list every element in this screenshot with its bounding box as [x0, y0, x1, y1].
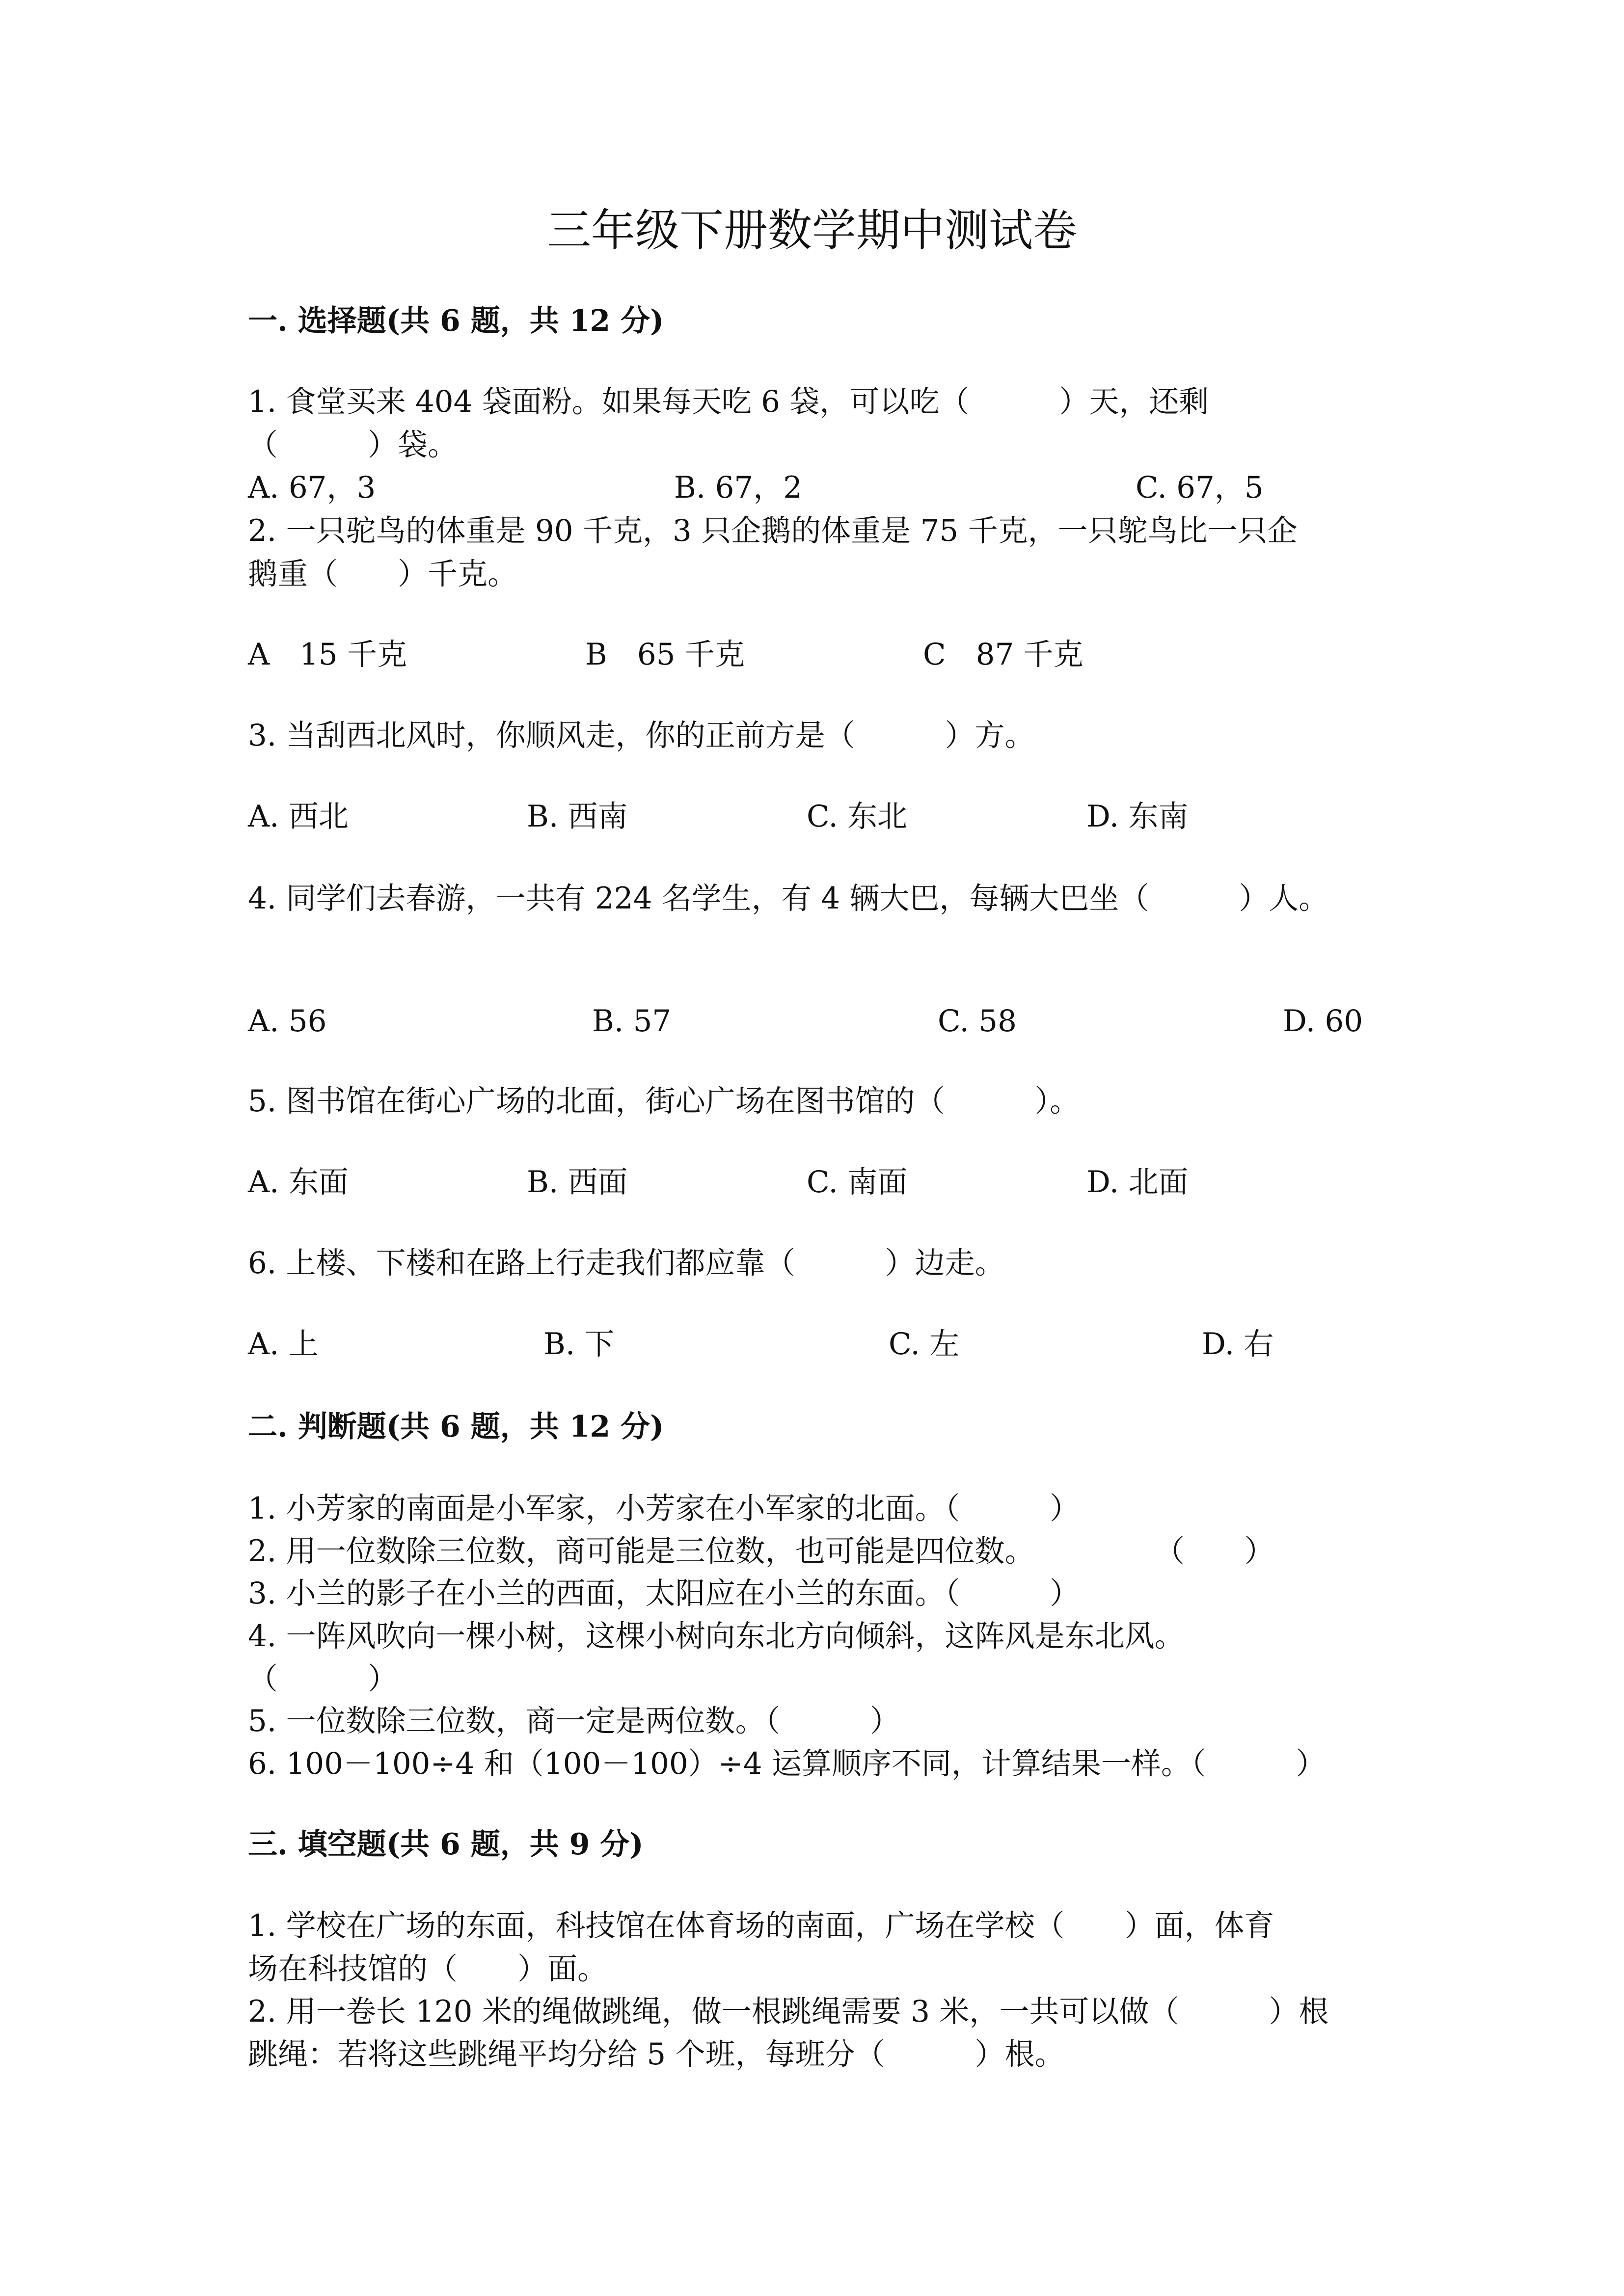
question-line: 1. 学校在广场的东面，科技馆在体育场的南面，广场在学校（ ）面，体育: [248, 1908, 1274, 1943]
option-d: D. 60: [1283, 1004, 1363, 1039]
question-line: 6. 上楼、下楼和在路上行走我们都应靠（ ）边走。: [248, 1246, 1005, 1281]
question-line: 鹅重（ ）千克。: [248, 557, 518, 591]
question-line: 2. 用一卷长 120 米的绳做跳绳，做一根跳绳需要 3 米，一共可以做（ ）根: [248, 1994, 1329, 2029]
option-c: C 87 千克: [923, 637, 1083, 672]
option-a: A. 67，3: [248, 470, 376, 505]
question-line: 跳绳：若将这些跳绳平均分给 5 个班，每班分（ ）根。: [248, 2037, 1065, 2072]
question-line: （ ）袋。: [248, 427, 458, 462]
option-c: C. 67，5: [1136, 470, 1264, 505]
statement-line: 4. 一阵风吹向一棵小树，这棵小树向东北方向倾斜，这阵风是东北风。: [248, 1619, 1185, 1654]
option-b: B. 67，2: [674, 470, 803, 505]
statement-line: 5. 一位数除三位数，商一定是两位数。（ ）: [248, 1704, 900, 1738]
question-line: 5. 图书馆在街心广场的北面，街心广场在图书馆的（ ）。: [248, 1084, 1080, 1119]
option-c: C. 东北: [807, 799, 908, 834]
option-b: B 65 千克: [585, 637, 745, 672]
option-a: A. 西北: [248, 799, 349, 834]
option-d: D. 北面: [1086, 1165, 1189, 1200]
option-b: B. 西面: [527, 1165, 628, 1200]
option-b: B. 57: [592, 1004, 672, 1039]
question-line: 1. 食堂买来 404 袋面粉。如果每天吃 6 袋，可以吃（ ）天，还剩: [248, 384, 1209, 419]
question-line: 2. 一只驼鸟的体重是 90 千克，3 只企鹅的体重是 75 千克，一只鸵鸟比一只企: [248, 513, 1298, 548]
option-a: A 15 千克: [248, 637, 407, 672]
statement-line: 6. 100－100÷4 和（100－100）÷4 运算顺序不同，计算结果一样。（ ）: [248, 1746, 1326, 1781]
option-c: C. 左: [889, 1327, 960, 1362]
option-c: C. 南面: [807, 1165, 908, 1200]
page-title: 三年级下册数学期中测试卷: [547, 205, 1077, 256]
section-heading-choice: 一. 选择题(共 6 题，共 12 分): [248, 304, 664, 338]
question-line: 场在科技馆的（ ）面。: [248, 1951, 608, 1986]
option-a: A. 上: [248, 1327, 319, 1362]
option-b: B. 西南: [527, 799, 628, 834]
option-a: A. 东面: [248, 1165, 349, 1200]
statement-line: 1. 小芳家的南面是小军家，小芳家在小军家的北面。（ ）: [248, 1491, 1080, 1526]
option-d: D. 右: [1202, 1327, 1274, 1362]
section-heading-fill-blank: 三. 填空题(共 6 题，共 9 分): [248, 1827, 644, 1862]
question-line: 3. 当刮西北风时，你顺风走，你的正前方是（ ）方。: [248, 718, 1035, 753]
option-a: A. 56: [248, 1004, 327, 1039]
statement-line: 2. 用一位数除三位数，商可能是三位数，也可能是四位数。 （ ）: [248, 1534, 1274, 1569]
question-line: 4. 同学们去春游，一共有 224 名学生，有 4 辆大巴，每辆大巴坐（ ）人。: [248, 881, 1329, 916]
statement-line: 3. 小兰的影子在小兰的西面，太阳应在小兰的东面。（ ）: [248, 1576, 1080, 1611]
option-b: B. 下: [543, 1327, 615, 1362]
statement-line: （ ）: [248, 1661, 398, 1696]
option-c: C. 58: [938, 1004, 1017, 1039]
section-heading-judgement: 二. 判断题(共 6 题，共 12 分): [248, 1410, 664, 1444]
option-d: D. 东南: [1086, 799, 1189, 834]
